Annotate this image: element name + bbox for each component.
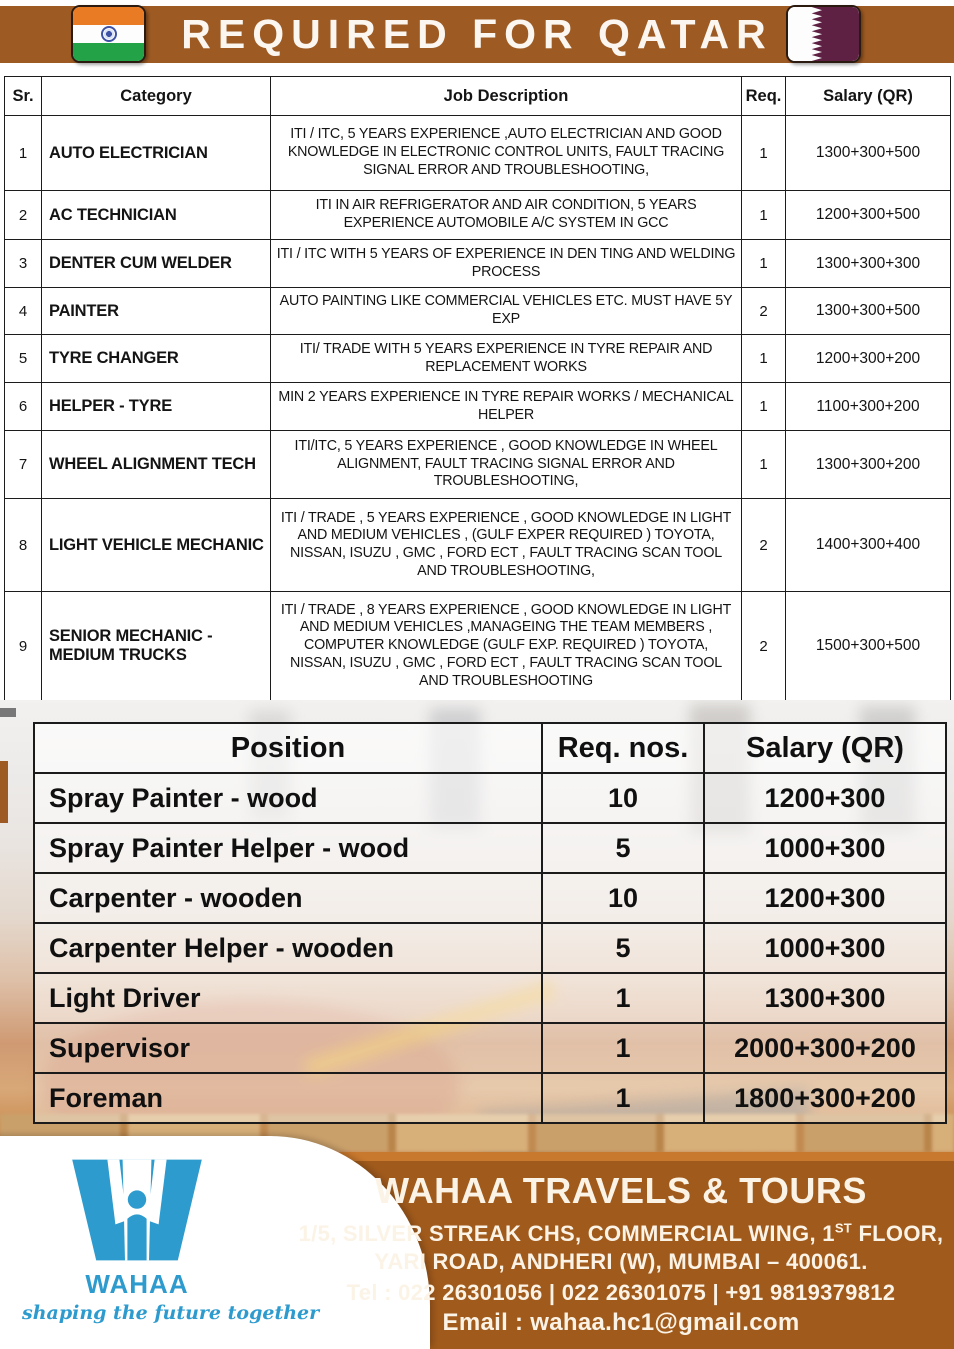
positions-table-header-row bbox=[34, 723, 946, 773]
jobs-table bbox=[4, 76, 951, 701]
positions-table bbox=[33, 722, 947, 1124]
cell-salary: 1400+300+400 bbox=[786, 499, 951, 592]
cell-sr: 7 bbox=[5, 431, 42, 499]
cell-salary: 1800+300+200 bbox=[704, 1073, 946, 1123]
cell-sr: 6 bbox=[5, 383, 42, 431]
wahaa-logo-icon bbox=[68, 1158, 206, 1262]
column-header-sr: Sr. bbox=[5, 77, 42, 116]
column-header-req-nos: Req. nos. bbox=[542, 723, 704, 773]
cell-req: 1 bbox=[542, 1073, 704, 1123]
email-address: Email : wahaa.hc1@gmail.com bbox=[442, 1309, 800, 1337]
cell-position: Spray Painter Helper - wood bbox=[34, 823, 542, 873]
address-line-1-text: 1/5, SILVER STREAK CHS, COMMERCIAL WING, 1 bbox=[298, 1221, 835, 1246]
cell-salary: 1200+300 bbox=[704, 773, 946, 823]
column-header-job-description: Job Description bbox=[271, 77, 742, 116]
cell-salary: 1500+300+500 bbox=[786, 592, 951, 701]
cell-position: Carpenter - wooden bbox=[34, 873, 542, 923]
table-row bbox=[34, 823, 946, 873]
cell-req: 1 bbox=[742, 116, 786, 191]
positions-table-body bbox=[34, 773, 946, 1123]
cell-req: 1 bbox=[742, 383, 786, 431]
logo-wordmark: WAHAA bbox=[85, 1269, 189, 1299]
cell-req: 1 bbox=[542, 973, 704, 1023]
cell-salary: 1000+300 bbox=[704, 923, 946, 973]
footer bbox=[0, 1152, 954, 1349]
ashoka-chakra-icon bbox=[101, 26, 117, 42]
address-line-1-superscript: ST bbox=[834, 1220, 853, 1236]
logo-tagline: shaping the future together bbox=[22, 1302, 320, 1324]
cell-salary: 1300+300+300 bbox=[786, 240, 951, 288]
india-flag-saffron-stripe bbox=[73, 7, 144, 25]
cell-description: ITI IN AIR REFRIGERATOR AND AIR CONDITION, 5 YEARS EXPERIENCE AUTOMOBILE A/C SYSTEM IN GCC bbox=[271, 191, 742, 240]
cell-category: PAINTER bbox=[42, 288, 271, 335]
cell-category: AC TECHNICIAN bbox=[42, 191, 271, 240]
cell-position: Carpenter Helper - wooden bbox=[34, 923, 542, 973]
cell-category: HELPER - TYRE bbox=[42, 383, 271, 431]
cell-salary: 1200+300 bbox=[704, 873, 946, 923]
cell-req: 2 bbox=[742, 288, 786, 335]
cell-position: Spray Painter - wood bbox=[34, 773, 542, 823]
cell-req: 10 bbox=[542, 773, 704, 823]
table-row bbox=[34, 1073, 946, 1123]
cell-category: AUTO ELECTRICIAN bbox=[42, 116, 271, 191]
table-row bbox=[5, 592, 951, 701]
cell-description: ITI/ TRADE WITH 5 YEARS EXPERIENCE IN TYRE REPAIR AND REPLACEMENT WORKS bbox=[271, 335, 742, 383]
cell-position: Light Driver bbox=[34, 973, 542, 1023]
cell-position: Foreman bbox=[34, 1073, 542, 1123]
column-header-salary-qr: Salary (QR) bbox=[704, 723, 946, 773]
cell-salary: 1200+300+500 bbox=[786, 191, 951, 240]
india-flag-icon bbox=[71, 5, 146, 63]
cell-sr: 3 bbox=[5, 240, 42, 288]
table-row bbox=[5, 499, 951, 592]
left-edge-gray-strip bbox=[0, 708, 16, 717]
cell-req: 1 bbox=[542, 1023, 704, 1073]
cell-salary: 1300+300+500 bbox=[786, 116, 951, 191]
cell-category: DENTER CUM WELDER bbox=[42, 240, 271, 288]
column-header-req: Req. bbox=[742, 77, 786, 116]
table-row bbox=[34, 873, 946, 923]
cell-description: ITI / TRADE , 8 YEARS EXPERIENCE , GOOD KNOWLEDGE IN LIGHT AND MEDIUM VEHICLES ,MANAGEING THE TEAM MEMBERS , COMPUTER KNOWLEDGE (GULF EXP. REQUIRED ) TOYOTA, NISSAN, ISUZU , GMC , FORD ECT , FAULT TRACING SCAN TOOL AND TROUBLESHOOTING bbox=[271, 592, 742, 701]
jobs-table-body bbox=[5, 116, 951, 701]
address-line-2: YARI ROAD, ANDHERI (W), MUMBAI – 400061. bbox=[374, 1249, 868, 1275]
cell-req: 1 bbox=[742, 335, 786, 383]
cell-salary: 1200+300+200 bbox=[786, 335, 951, 383]
company-name: WAHAA TRAVELS & TOURS bbox=[375, 1170, 867, 1211]
address-line-1 bbox=[296, 1220, 946, 1248]
jobs-table-header-row bbox=[5, 77, 951, 116]
cell-category: WHEEL ALIGNMENT TECH bbox=[42, 431, 271, 499]
india-flag-green-stripe bbox=[73, 43, 144, 61]
woodworking-photo-background bbox=[0, 700, 954, 1152]
table-row bbox=[5, 240, 951, 288]
cell-salary: 1100+300+200 bbox=[786, 383, 951, 431]
qatar-flag-graphic bbox=[788, 7, 859, 61]
cell-req: 1 bbox=[742, 191, 786, 240]
cell-description: ITI / ITC, 5 YEARS EXPERIENCE ,AUTO ELECTRICIAN AND GOOD KNOWLEDGE IN ELECTRONIC CONTROL UNITS, FAULT TRACING SIGNAL ERROR AND TROUBLESHOOTING, bbox=[271, 116, 742, 191]
cell-description: MIN 2 YEARS EXPERIENCE IN TYRE REPAIR WORKS / MECHANICAL HELPER bbox=[271, 383, 742, 431]
cell-category: TYRE CHANGER bbox=[42, 335, 271, 383]
cell-req: 1 bbox=[742, 431, 786, 499]
cell-salary: 2000+300+200 bbox=[704, 1023, 946, 1073]
table-row bbox=[34, 773, 946, 823]
address-line-1-suffix: FLOOR, bbox=[852, 1221, 944, 1246]
table-row bbox=[34, 923, 946, 973]
left-edge-brown-strip bbox=[0, 761, 8, 823]
table-row bbox=[5, 335, 951, 383]
cell-sr: 4 bbox=[5, 288, 42, 335]
cell-salary: 1300+300+500 bbox=[786, 288, 951, 335]
cell-description: ITI / ITC WITH 5 YEARS OF EXPERIENCE IN DEN TING AND WELDING PROCESS bbox=[271, 240, 742, 288]
column-header-salary: Salary (QR) bbox=[786, 77, 951, 116]
cell-salary: 1300+300+200 bbox=[786, 431, 951, 499]
table-row bbox=[34, 973, 946, 1023]
cell-salary: 1000+300 bbox=[704, 823, 946, 873]
table-row bbox=[5, 383, 951, 431]
cell-req: 5 bbox=[542, 923, 704, 973]
cell-req: 1 bbox=[742, 240, 786, 288]
table-row bbox=[5, 288, 951, 335]
company-logo bbox=[22, 1158, 320, 1324]
footer-contact-block bbox=[296, 1170, 946, 1337]
cell-salary: 1300+300 bbox=[704, 973, 946, 1023]
table-row bbox=[34, 1023, 946, 1073]
qatar-flag-icon bbox=[786, 5, 861, 63]
page-title: REQUIRED FOR QATAR bbox=[181, 11, 773, 57]
column-header-position: Position bbox=[34, 723, 542, 773]
phone-numbers: Tel : 022 26301056 | 022 26301075 | +91 9819379812 bbox=[346, 1280, 896, 1306]
table-row bbox=[5, 116, 951, 191]
cell-sr: 2 bbox=[5, 191, 42, 240]
cell-sr: 8 bbox=[5, 499, 42, 592]
cell-sr: 1 bbox=[5, 116, 42, 191]
table-row bbox=[5, 191, 951, 240]
table-row bbox=[5, 431, 951, 499]
cell-req: 10 bbox=[542, 873, 704, 923]
column-header-category: Category bbox=[42, 77, 271, 116]
cell-req: 2 bbox=[742, 592, 786, 701]
cell-position: Supervisor bbox=[34, 1023, 542, 1073]
cell-req: 2 bbox=[742, 499, 786, 592]
cell-description: AUTO PAINTING LIKE COMMERCIAL VEHICLES ETC. MUST HAVE 5Y EXP bbox=[271, 288, 742, 335]
cell-sr: 9 bbox=[5, 592, 42, 701]
cell-req: 5 bbox=[542, 823, 704, 873]
cell-description: ITI / TRADE , 5 YEARS EXPERIENCE , GOOD KNOWLEDGE IN LIGHT AND MEDIUM VEHICLES , (GULF EXPER REQUIRED ) TOYOTA, NISSAN, ISUZU , GMC , FORD ECT , FAULT TRACING SCAN TOOL AND TROUBLESHOOTING, bbox=[271, 499, 742, 592]
cell-sr: 5 bbox=[5, 335, 42, 383]
cell-category: SENIOR MECHANIC - MEDIUM TRUCKS bbox=[42, 592, 271, 701]
cell-description: ITI/ITC, 5 YEARS EXPERIENCE , GOOD KNOWLEDGE IN WHEEL ALIGNMENT, FAULT TRACING SIGNAL ERROR AND TROUBLESHOOTING, bbox=[271, 431, 742, 499]
cell-category: LIGHT VEHICLE MECHANIC bbox=[42, 499, 271, 592]
